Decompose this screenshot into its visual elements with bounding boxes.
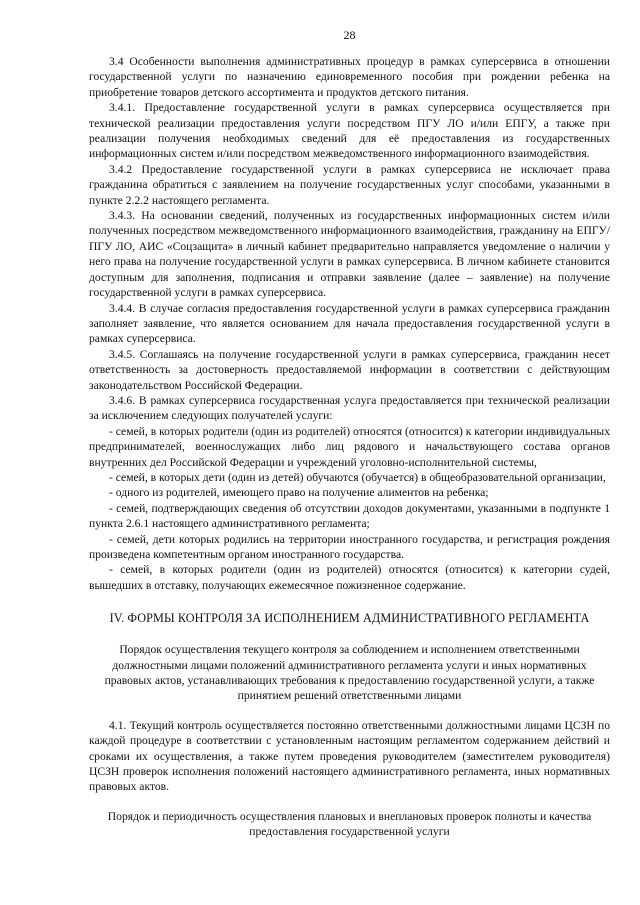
paragraph-3-4-3: 3.4.3. На основании сведений, полученных из государственных информационных систем и/или полученных посредством межведомственного информационного взаимодействия, гражданину на ЕПГУ/ПГУ ЛО, АИС «Соцзащита» в личный кабинет предварительно направляется уведомление о наличии у него права на получение государственной услуги в рамках суперсервиса. В личном кабинете становится доступным для заполнения, подписания и отправки заявление (далее – заявление) на получение государственной услуги в рамках суперсервиса. [89,209,610,300]
list-item: - семей, в которых родители (один из родителей) относятся (относится) к категории индивидуальных предпринимателей, военнослужащих либо лиц рядового и начальствующего состава органов внутренних дел Российской Федерации и учреждений уголовно-исполнительной системы, [89,424,610,469]
list-item: - семей, подтверждающих сведения об отсутствии доходов документами, указанными в подпункте 1 пункта 2.6.1 настоящего административного регламента; [89,501,610,531]
paragraph-3-4-1: 3.4.1. Предоставление государственной услуги в рамках суперсервиса осуществляется при технической реализации предоставления услуги посредством ПГУ ЛО и/или ЕПГУ, а также при реализации получения необходимых сведений для её предоставления из государственных информационных систем и/или посредством межведомственного информационного взаимодействия. [89,101,610,161]
list-item: - семей, в которых дети (один из детей) обучаются (обучается) в общеобразовательной организации, [109,470,606,484]
section-heading: IV. ФОРМЫ КОНТРОЛЯ ЗА ИСПОЛНЕНИЕМ АДМИНИСТРАТИВНОГО РЕГЛАМЕНТА [109,611,590,626]
list-item: - семей, дети которых родились на территории иностранного государства, и регистрация рождения произведена компетентным органом иностранного государства. [89,532,610,561]
paragraph-3-4-6: 3.4.6. В рамках суперсервиса государственная услуга предоставляется при технической реализации за исключением следующих получателей услуги: [89,393,610,423]
paragraph-3-4-5: 3.4.5. Соглашаясь на получение государственной услуги в рамках суперсервиса, гражданин несет ответственность за достоверность предоставляемой информации в соответствии с действующим законодательством Российской Федерации. [89,347,610,392]
list-item: - одного из родителей, имеющего право на получение алиментов на ребенка; [109,486,489,500]
page-number: 28 [343,28,356,42]
subheading-current-control: Порядок осуществления текущего контроля за соблюдением и исполнением ответственными должностными лицами положений административного регламента услуги и иных нормативных правовых актов, устанавливающих требования к предоставлению государственной услуги, а также принятием решений ответственными лицами [104,643,595,703]
paragraph-4-1: 4.1. Текущий контроль осуществляется постоянно ответственными должностными лицами ЦСЗН по каждой процедуре в соответствии с установленным настоящим регламентом содержанием действий и сроками их осуществления, а также путем проведения руководителем (заместителем руководителя) ЦСЗН проверок исполнения положений настоящего административного регламента, иных нормативных правовых актов. [89,718,610,794]
list-item: - семей, в которых родители (один из родителей) относятся (относится) к категории судей, вышедших в отставку, получающих ежемесячное пожизненное содержание. [89,563,610,592]
paragraph-3-4-4: 3.4.4. В случае согласия предоставления государственной услуги в рамках суперсервиса гражданин заполняет заявление, что является основанием для начала предоставления государственной услуги в рамках суперсервиса. [89,301,610,346]
paragraph-3-4: 3.4 Особенности выполнения административных процедур в рамках суперсервиса в отношении государственной услуги по назначению единовременного пособия при рождении ребенка на приобретение товаров детского ассортимента и продуктов детского питания. [89,55,610,99]
subheading-inspections: Порядок и периодичность осуществления плановых и внеплановых проверок полноты и качества предоставления государственной услуги [107,809,592,839]
paragraph-3-4-2: 3.4.2 Предоставление государственной услуги в рамках суперсервиса не исключает права гражданина обратиться с заявлением на получение государственных услуг способами, указанными в пункте 2.2.2 настоящего регламента. [89,162,610,207]
